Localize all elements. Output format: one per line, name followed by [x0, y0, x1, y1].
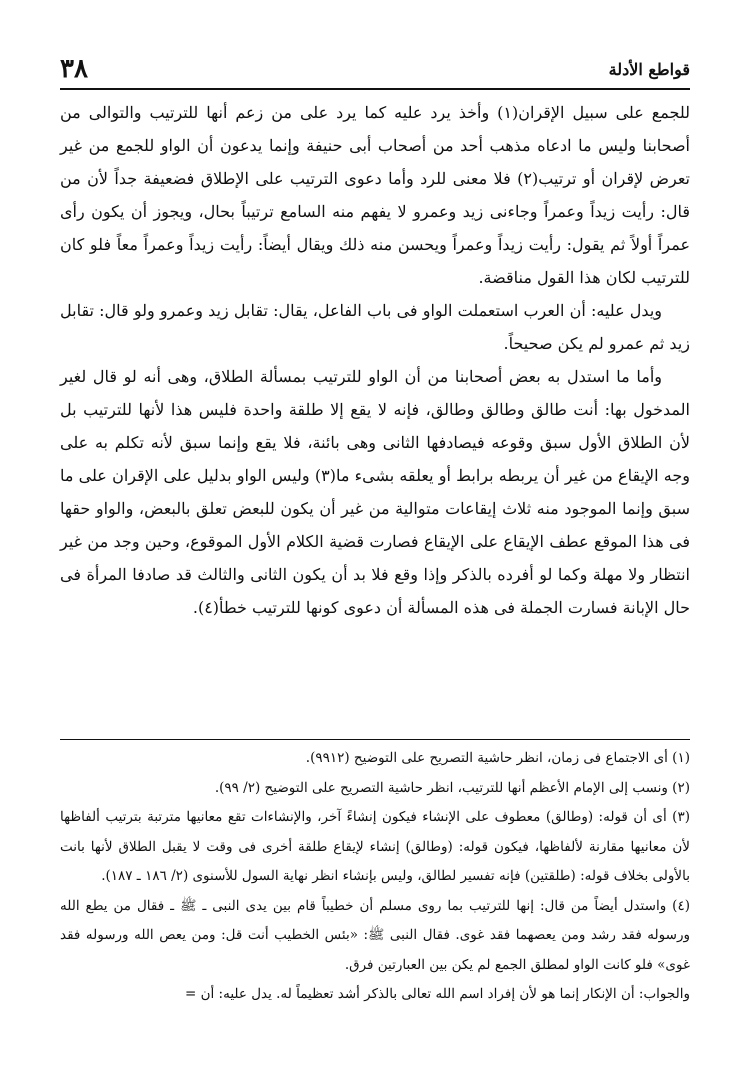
paragraph-1: للجمع على سبيل الإقران(١) وأخذ يرد عليه كما يرد على من زعم أنها للترتيب والتوالى من أصحابنا وليس ما ادعاه مذهب أحد من أصحاب أبى حنيفة وإنما يدعون أن الواو للجمع من غير تعرض لإقران أو ترتيب(٢) فلا معنى للرد وأما دعوى الترتيب على الإطلاق فضعيفة جداً لأن من قال: رأيت زيداً وعمراً وجاءنى زيد وعمرو لا يفهم منه السامع ترتيباً بحال، ويجوز أن يكون رأى عمراً أولاً ثم يقول: رأيت زيداً وعمراً ويحسن منه ذلك ويقال أيضاً: رأيت زيداً وعمراً معاً فلو كان للترتيب لكان هذا القول مناقضة. [60, 103, 691, 287]
footnotes [60, 744, 690, 1010]
footnote-4-continued: والجواب: أن الإنكار إنما هو لأن إفراد اسم الله تعالى بالذكر أشد تعظيماً له. يدل عليه: أن = [185, 986, 690, 1002]
page-header [60, 48, 690, 90]
footnote-4: (٤) واستدل أيضاً من قال: إنها للترتيب بما روى مسلم أن خطيباً قام بين يدى النبى ـ ﷺ ـ فقال من يطع الله ورسوله فقد رشد ومن يعصهما فقد غوى. فقال النبى ﷺ: «بئس الخطيب أنت قل: ومن يعص الله ورسوله فقد غوى» فلو كانت الواو لمطلق الجمع لم يكن بين العبارتين فرق. [60, 897, 690, 973]
footnote-1: (١) أى الاجتماع فى زمان، انظر حاشية التصريح على التوضيح (٩٩١٢). [305, 750, 690, 766]
main-text [60, 96, 690, 624]
page-number: ٣٨ [60, 54, 88, 84]
footnote-2: (٢) ونسب إلى الإمام الأعظم أنها للترتيب، انظر حاشية التصريح على التوضيح (٢/ ٩٩). [214, 779, 690, 796]
footnote-separator [60, 739, 690, 740]
running-title: قواطع الأدلة [608, 60, 690, 79]
paragraph-3: وأما ما استدل به بعض أصحابنا من أن الواو للترتيب بمسألة الطلاق، وهى أنه لو قال لغير المدخول بها: أنت طالق وطالق وطالق، فإنه لا يقع إلا طلقة واحدة فليس هذا لأنها للترتيب بل لأن الطلاق الأول سبق وقوعه فيصادفها الثانى وهى بائنة، فلا يقع وإنما سبق لأنه تكلم به على وجه الإيقاع من غير أن يربطه برابط أو يعلقه بشىء ما(٣) وليس الواو بدليل على الإقران على ما سبق وإنما الموجود منه ثلاث إيقاعات متوالية من غير أن يكون للبعض تعلق بالبعض، والواو حقها فى هذا الموقع عطف الإيقاع على الإيقاع فصارت قضية الكلام الأول الموقوع، وحين وجد من غير انتظار ولا مهلة وكما لو أفرده بالذكر وإذا وقع فلا بد أن يكون الثانى والثالث قد صادفا المرأة فى حال الإبانة فسارت الجملة فى هذه المسألة أن دعوى كونها للترتيب خطأ(٤). [60, 367, 691, 617]
paragraph-2: ويدل عليه: أن العرب استعملت الواو فى باب الفاعل، يقال: تقابل زيد وعمرو ولو قال: تقابل زيد ثم عمرو لم يكن صحيحاً. [60, 301, 690, 353]
footnote-3: (٣) أى أن قوله: (وطالق) معطوف على الإنشاء فيكون إنشاءً آخر، والإنشاءات تقع معانيها مترتبة بترتيب ألفاظها لأن معانيها مقارنة لألفاظها، فيكون قوله: (وطالق) إنشاء لإيقاع طلقة أخرى فى وقت لا يقبل الطلاق لأنها بانت بالأولى بخلاف قوله: (طلقتين) فإنه تفسير لطالق، وليس بإنشاء انظر نهاية السول للأسنوى (٢/ ١٨٦ ـ ١٨٧). [60, 809, 690, 884]
